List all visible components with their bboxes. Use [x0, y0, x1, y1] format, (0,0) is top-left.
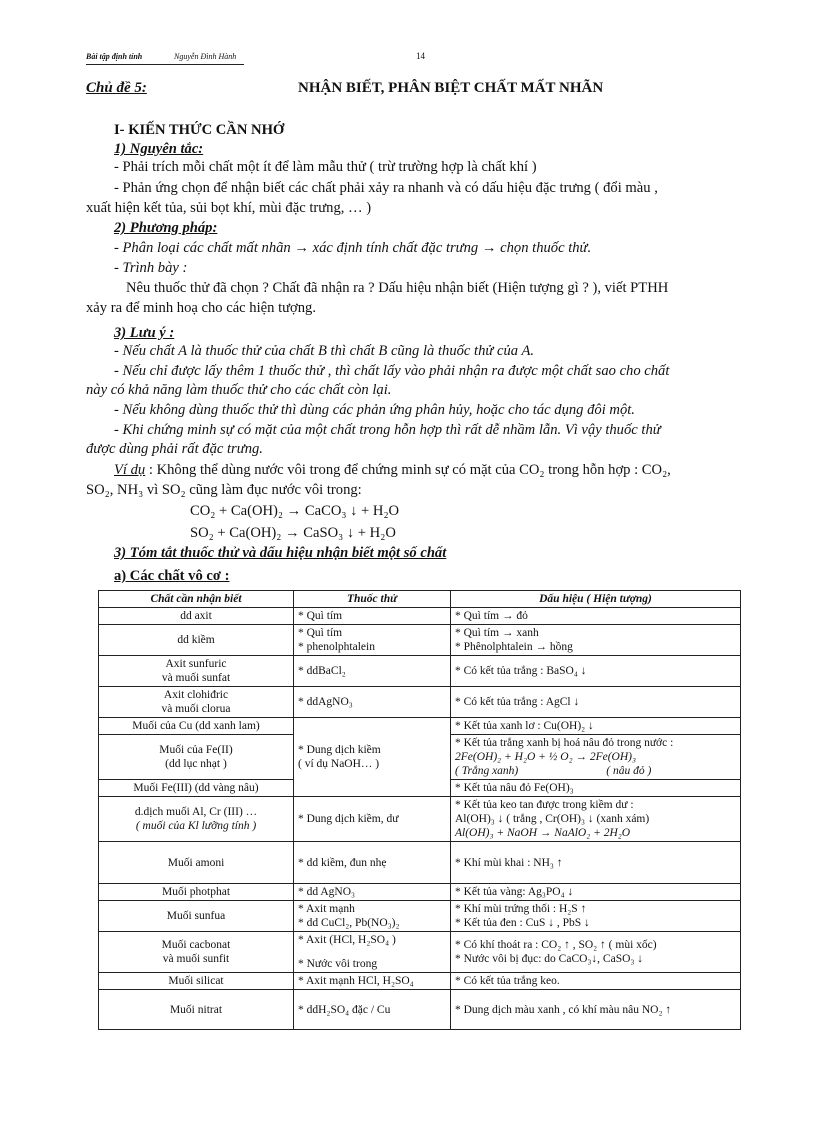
- cell-substance: [99, 656, 294, 687]
- header-divider: [86, 64, 244, 65]
- method-line-3: Nêu thuốc thử đã chọn ? Chất đã nhận ra ? Dấu hiệu nhận biết (Hiện tượng gì ? ), viết PTHH: [126, 280, 669, 296]
- cell-reagent: * dd kiềm, đun nhẹ: [294, 842, 451, 884]
- cell-substance: Muối sunfua: [99, 901, 294, 932]
- cell-line: * Nước vôi bị đục: do CaCO₃↓, CaSO₃ ↓: [455, 953, 644, 965]
- cell-line: ( muối của Kl lưỡng tính ): [135, 820, 257, 832]
- cell-line: * Kết tủa keo tan được trong kiềm dư :: [455, 799, 634, 811]
- cell-line: * phenolphtalein: [298, 641, 375, 653]
- cell-substance: Muối amoni: [99, 842, 294, 884]
- notes-heading: 3) Lưu ý :: [114, 325, 175, 341]
- col-header-sign: Dấu hiệu ( Hiện tượng): [451, 591, 741, 608]
- equation-1: CO₂ + Ca(OH)₂ → CaCO₃ ↓ + H₂O: [190, 503, 400, 519]
- cell-reagent: [294, 932, 451, 973]
- table-row: [99, 973, 741, 990]
- cell-reagent: [294, 625, 451, 656]
- cell-reagent: * ddH₂SO₄ đặc / Cu: [294, 990, 451, 1030]
- table-row: [99, 990, 741, 1030]
- table-row: [99, 884, 741, 901]
- example-label: Ví dụ: [114, 462, 146, 478]
- cell-line: d.dịch muối Al, Cr (III) …: [134, 806, 258, 818]
- inorganic-heading-text: a) Các chất vô cơ :: [114, 568, 230, 584]
- cell-line: * dd CuCl₂, Pb(NO₃)₂: [298, 917, 400, 929]
- header-author: Nguyễn Đình Hành: [174, 52, 237, 61]
- cell-line: * Quì tím → xanh: [455, 627, 539, 639]
- cell-line: (dd lục nhạt ): [165, 758, 227, 770]
- notes-line-2: - Nếu chỉ được lấy thêm 1 thuốc thử , thì chất lấy vào phải nhận ra được một chất sao cho chất: [114, 363, 670, 379]
- cell-substance: [99, 797, 294, 842]
- table-row: [99, 625, 741, 656]
- cell-line: ( ví dụ NaOH… ): [298, 758, 380, 770]
- cell-line: * Axit mạnh: [298, 903, 355, 915]
- example-line-1: [114, 461, 671, 479]
- table-row: [99, 797, 741, 842]
- table-row: [99, 901, 741, 932]
- cell-sign: [451, 932, 741, 973]
- cell-reagent: * dd AgNO₃: [294, 884, 451, 901]
- reagent-table: [98, 590, 741, 1030]
- cell-line: * Phênolphtalein → hồng: [455, 641, 573, 653]
- cell-substance: dd kiềm: [99, 625, 294, 656]
- color-label-white-green: ( Trắng xanh): [455, 765, 519, 777]
- cell-line: và muối sunfat: [161, 672, 231, 684]
- cell-sign: * Có kết tủa trắng : AgCl ↓: [451, 687, 741, 718]
- cell-substance: [99, 932, 294, 973]
- table-row: [99, 656, 741, 687]
- notes-line-5: - Khi chứng minh sự có mặt của một chất trong hỗn hợp thì rất dễ nhầm lẫn. Vì vậy thuốc thử: [114, 422, 661, 438]
- notes-line-4: - Nếu không dùng thuốc thử thì dùng các phản ứng phân hủy, hoặc cho tác dụng đôi một.: [114, 402, 635, 418]
- cell-line: * Dung dịch kiềm: [298, 744, 381, 756]
- cell-substance: Muối nitrat: [99, 990, 294, 1030]
- cell-line: * Quì tím: [298, 627, 343, 639]
- table-header-row: [99, 591, 741, 608]
- principles-line-1: - Phải trích mỗi chất một ít để làm mẫu thử ( trừ trường hợp là chất khí ): [114, 159, 537, 175]
- header-book-title: Bài tập định tính: [86, 52, 143, 61]
- page-number: 14: [416, 51, 425, 61]
- col-header-substance: Chất cần nhận biết: [99, 591, 294, 608]
- cell-reagent: * ddAgNO₃: [294, 687, 451, 718]
- cell-sign: * Kết tủa vàng: Ag₃PO₄ ↓: [451, 884, 741, 901]
- cell-line: Al(OH)₃ + NaOH → NaAlO₂ + 2H₂O: [455, 827, 631, 839]
- cell-sign: * Dung dịch màu xanh , có khí màu nâu NO₂ ↑: [451, 990, 741, 1030]
- cell-line: * Axit (HCl, H₂SO₄ ): [298, 934, 396, 946]
- method-line-1: - Phân loại các chất mất nhãn → xác định tính chất đặc trưng → chọn thuốc thử.: [114, 240, 592, 256]
- example-text: : Không thể dùng nước vôi trong để chứng minh sự có mặt của CO₂ trong hỗn hợp : CO₂,: [145, 462, 671, 478]
- cell-spacer: [298, 947, 446, 957]
- cell-reagent: * ddBaCl₂: [294, 656, 451, 687]
- cell-reagent: * Quì tím: [294, 608, 451, 625]
- cell-substance: Muối silicat: [99, 973, 294, 990]
- method-line-2: - Trình bày :: [114, 260, 188, 276]
- cell-sign: [451, 625, 741, 656]
- cell-sign: [451, 901, 741, 932]
- cell-substance: [99, 735, 294, 780]
- table-row: [99, 718, 741, 735]
- cell-line: * Khí mùi trứng thối : H₂S ↑: [455, 903, 587, 915]
- cell-sign: * Có kết tủa trắng : BaSO₄ ↓: [451, 656, 741, 687]
- method-line-4: xảy ra để minh hoạ cho các hiện tượng.: [86, 300, 316, 316]
- cell-substance: Muối Fe(III) (dd vàng nâu): [99, 780, 294, 797]
- cell-line: [455, 764, 736, 778]
- cell-reagent: [294, 901, 451, 932]
- method-heading: 2) Phương pháp:: [114, 220, 218, 236]
- cell-sign: * Có kết tủa trắng keo.: [451, 973, 741, 990]
- notes-line-3: này có khả năng làm thuốc thử cho các chất còn lại.: [86, 382, 392, 398]
- cell-reagent: * Axit mạnh HCl, H₂SO₄: [294, 973, 451, 990]
- equation-2: SO₂ + Ca(OH)₂ → CaSO₃ ↓ + H₂O: [190, 525, 396, 541]
- cell-line: Muối của Fe(II): [159, 744, 233, 756]
- principles-line-3: xuất hiện kết tủa, sủi bọt khí, mùi đặc trưng, … ): [86, 200, 372, 216]
- cell-line: * Nước vôi trong: [298, 958, 378, 970]
- cell-line: * Có khí thoát ra : CO₂ ↑ , SO₂ ↑ ( mùi xốc): [455, 939, 657, 951]
- section-heading: I- KIẾN THỨC CẦN NHỚ: [114, 122, 285, 138]
- table-row: [99, 687, 741, 718]
- cell-sign: [451, 797, 741, 842]
- cell-sign: * Khí mùi khai : NH₃ ↑: [451, 842, 741, 884]
- cell-line: * Kết tủa trắng xanh bị hoá nâu đỏ trong nước :: [455, 737, 674, 749]
- cell-sign: * Quì tím → đỏ: [451, 608, 741, 625]
- inorganic-heading: [114, 567, 229, 585]
- example-line-2: SO₂, NH₃ vì SO₂ cũng làm đục nước vôi trong:: [86, 482, 362, 498]
- cell-line: và muối clorua: [161, 703, 231, 715]
- table-row: [99, 932, 741, 973]
- cell-substance: [99, 687, 294, 718]
- page-title: NHẬN BIẾT, PHÂN BIỆT CHẤT MẤT NHÃN: [298, 80, 604, 96]
- cell-sign: [451, 735, 741, 780]
- cell-sign: * Kết tủa xanh lơ : Cu(OH)₂ ↓: [451, 718, 741, 735]
- color-label-red-brown: ( nâu đỏ ): [606, 765, 652, 777]
- summary-heading: 3) Tóm tắt thuốc thử và dấu hiệu nhận biết một số chất: [114, 545, 447, 561]
- table-row: [99, 842, 741, 884]
- cell-substance: Muối của Cu (dd xanh lam): [99, 718, 294, 735]
- cell-line: Axit sunfuric: [165, 658, 227, 670]
- notes-line-1: - Nếu chất A là thuốc thử của chất B thì chất B cũng là thuốc thử của A.: [114, 343, 535, 359]
- cell-reagent: * Dung dịch kiềm, dư: [294, 797, 451, 842]
- cell-substance: Muối photphat: [99, 884, 294, 901]
- principles-line-2: - Phản ứng chọn để nhận biết các chất phải xảy ra nhanh và có dấu hiệu đặc trưng ( đổi màu ,: [114, 180, 658, 196]
- topic-label: Chủ đề 5:: [86, 80, 147, 96]
- cell-reagent: [294, 718, 451, 797]
- cell-sign: * Kết tủa nâu đỏ Fe(OH)₃: [451, 780, 741, 797]
- cell-line: 2Fe(OH)₂ + H₂O + ½ O₂ → 2Fe(OH)₃: [455, 751, 636, 763]
- table-row: [99, 608, 741, 625]
- notes-line-6: được dùng phải rất đặc trưng.: [86, 441, 263, 457]
- principles-heading: 1) Nguyên tắc:: [114, 141, 204, 157]
- cell-substance: dd axit: [99, 608, 294, 625]
- cell-line: Axit clohiđric: [163, 689, 229, 701]
- cell-line: Al(OH)₃ ↓ ( trắng , Cr(OH)₃ ↓ (xanh xám): [455, 813, 650, 825]
- cell-line: * Kết tủa đen : CuS ↓ , PbS ↓: [455, 917, 590, 929]
- col-header-reagent: Thuốc thử: [294, 591, 451, 608]
- cell-line: Muối cacbonat: [161, 939, 231, 951]
- cell-line: và muối sunfit: [162, 953, 230, 965]
